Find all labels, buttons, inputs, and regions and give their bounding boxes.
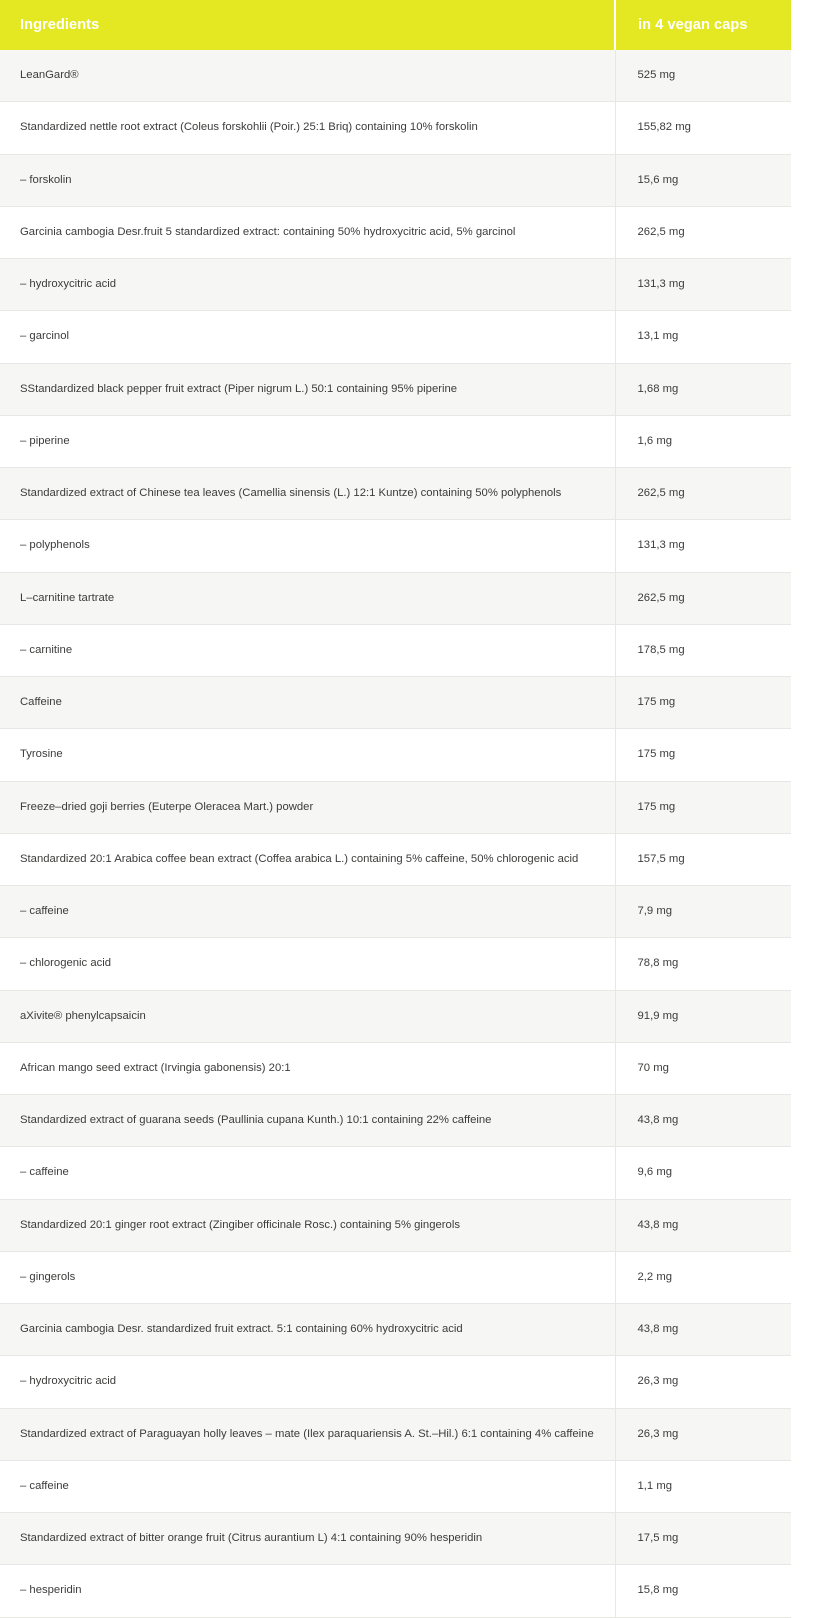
- ingredient-name: aXivite® phenylcapsaicin: [0, 990, 615, 1042]
- table-row: [0, 520, 791, 572]
- ingredient-name: Standardized 20:1 Arabica coffee bean extract (Coffea arabica L.) containing 5% caffeine, 50% chlorogenic acid: [0, 833, 615, 885]
- ingredient-name: Freeze–dried goji berries (Euterpe Oleracea Mart.) powder: [0, 781, 615, 833]
- ingredient-name: Standardized nettle root extract (Coleus forskohlii (Poir.) 25:1 Briq) containing 10% forskolin: [0, 102, 615, 154]
- table-row: [0, 1356, 791, 1408]
- table-row: [0, 990, 791, 1042]
- table-row: [0, 102, 791, 154]
- table-row: [0, 1095, 791, 1147]
- ingredient-amount: 1,68 mg: [615, 363, 791, 415]
- ingredient-amount: 15,8 mg: [615, 1565, 791, 1617]
- ingredient-name: African mango seed extract (Irvingia gabonensis) 20:1: [0, 1042, 615, 1094]
- table-row: [0, 1251, 791, 1303]
- table-row: [0, 311, 791, 363]
- table-row: [0, 938, 791, 990]
- table-row: [0, 572, 791, 624]
- ingredient-amount: 131,3 mg: [615, 520, 791, 572]
- table-row: [0, 1513, 791, 1565]
- ingredient-amount: 131,3 mg: [615, 259, 791, 311]
- ingredient-name: Standardized extract of Paraguayan holly leaves – mate (Ilex paraquariensis A. St.–Hil.) 6:1 containing 4% caffeine: [0, 1408, 615, 1460]
- ingredient-name: – forskolin: [0, 154, 615, 206]
- ingredient-name: Garcinia cambogia Desr.fruit 5 standardized extract: containing 50% hydroxycitric acid, 5% garcinol: [0, 206, 615, 258]
- table-row: [0, 154, 791, 206]
- table-row: [0, 886, 791, 938]
- ingredient-amount: 262,5 mg: [615, 206, 791, 258]
- ingredient-amount: 78,8 mg: [615, 938, 791, 990]
- ingredient-amount: 155,82 mg: [615, 102, 791, 154]
- ingredient-amount: 43,8 mg: [615, 1095, 791, 1147]
- ingredient-amount: 157,5 mg: [615, 833, 791, 885]
- ingredient-amount: 13,1 mg: [615, 311, 791, 363]
- column-header-ingredients: Ingredients: [0, 0, 615, 50]
- ingredient-amount: 262,5 mg: [615, 572, 791, 624]
- ingredient-amount: 15,6 mg: [615, 154, 791, 206]
- ingredient-amount: 178,5 mg: [615, 624, 791, 676]
- ingredient-name: – polyphenols: [0, 520, 615, 572]
- ingredient-name: – hesperidin: [0, 1565, 615, 1617]
- ingredient-name: SStandardized black pepper fruit extract (Piper nigrum L.) 50:1 containing 95% piperine: [0, 363, 615, 415]
- ingredient-amount: 175 mg: [615, 781, 791, 833]
- table-body: [0, 50, 791, 1617]
- ingredient-name: – gingerols: [0, 1251, 615, 1303]
- ingredient-amount: 17,5 mg: [615, 1513, 791, 1565]
- ingredient-amount: 7,9 mg: [615, 886, 791, 938]
- ingredient-amount: 1,6 mg: [615, 415, 791, 467]
- table-row: [0, 363, 791, 415]
- table-row: [0, 781, 791, 833]
- table-header-row: [0, 0, 791, 50]
- ingredient-amount: 2,2 mg: [615, 1251, 791, 1303]
- ingredient-name: – carnitine: [0, 624, 615, 676]
- ingredient-name: Standardized extract of Chinese tea leaves (Camellia sinensis (L.) 12:1 Kuntze) containing 50% polyphenols: [0, 468, 615, 520]
- table-row: [0, 1408, 791, 1460]
- ingredient-name: – caffeine: [0, 1147, 615, 1199]
- ingredient-amount: 91,9 mg: [615, 990, 791, 1042]
- ingredient-name: Standardized 20:1 ginger root extract (Zingiber officinale Rosc.) containing 5% gingerols: [0, 1199, 615, 1251]
- table-row: [0, 206, 791, 258]
- table-row: [0, 415, 791, 467]
- ingredient-amount: 175 mg: [615, 729, 791, 781]
- ingredient-amount: 43,8 mg: [615, 1304, 791, 1356]
- ingredient-name: – piperine: [0, 415, 615, 467]
- ingredient-amount: 26,3 mg: [615, 1408, 791, 1460]
- ingredient-name: – caffeine: [0, 886, 615, 938]
- ingredient-name: Standardized extract of guarana seeds (Paullinia cupana Kunth.) 10:1 containing 22% caffeine: [0, 1095, 615, 1147]
- table-row: [0, 1199, 791, 1251]
- table-row: [0, 1565, 791, 1617]
- ingredient-amount: 525 mg: [615, 50, 791, 102]
- ingredient-name: – caffeine: [0, 1460, 615, 1512]
- table-header: [0, 0, 791, 50]
- table-row: [0, 1147, 791, 1199]
- ingredient-name: Garcinia cambogia Desr. standardized fruit extract. 5:1 containing 60% hydroxycitric acid: [0, 1304, 615, 1356]
- table-row: [0, 624, 791, 676]
- ingredient-name: Tyrosine: [0, 729, 615, 781]
- ingredient-name: – hydroxycitric acid: [0, 259, 615, 311]
- ingredient-amount: 70 mg: [615, 1042, 791, 1094]
- table-row: [0, 729, 791, 781]
- table-row: [0, 1304, 791, 1356]
- ingredient-name: – chlorogenic acid: [0, 938, 615, 990]
- ingredient-name: Caffeine: [0, 677, 615, 729]
- table-row: [0, 50, 791, 102]
- table-row: [0, 259, 791, 311]
- table-row: [0, 468, 791, 520]
- ingredient-name: – garcinol: [0, 311, 615, 363]
- ingredient-amount: 26,3 mg: [615, 1356, 791, 1408]
- table-row: [0, 677, 791, 729]
- ingredient-amount: 175 mg: [615, 677, 791, 729]
- table-row: [0, 1460, 791, 1512]
- ingredient-name: L–carnitine tartrate: [0, 572, 615, 624]
- column-header-amount: in 4 vegan caps: [615, 0, 791, 50]
- ingredient-amount: 9,6 mg: [615, 1147, 791, 1199]
- ingredient-name: Standardized extract of bitter orange fruit (Citrus aurantium L) 4:1 containing 90% hesperidin: [0, 1513, 615, 1565]
- ingredient-amount: 43,8 mg: [615, 1199, 791, 1251]
- table-row: [0, 1042, 791, 1094]
- ingredient-name: – hydroxycitric acid: [0, 1356, 615, 1408]
- ingredient-amount: 262,5 mg: [615, 468, 791, 520]
- ingredient-name: LeanGard®: [0, 50, 615, 102]
- table-row: [0, 833, 791, 885]
- ingredient-amount: 1,1 mg: [615, 1460, 791, 1512]
